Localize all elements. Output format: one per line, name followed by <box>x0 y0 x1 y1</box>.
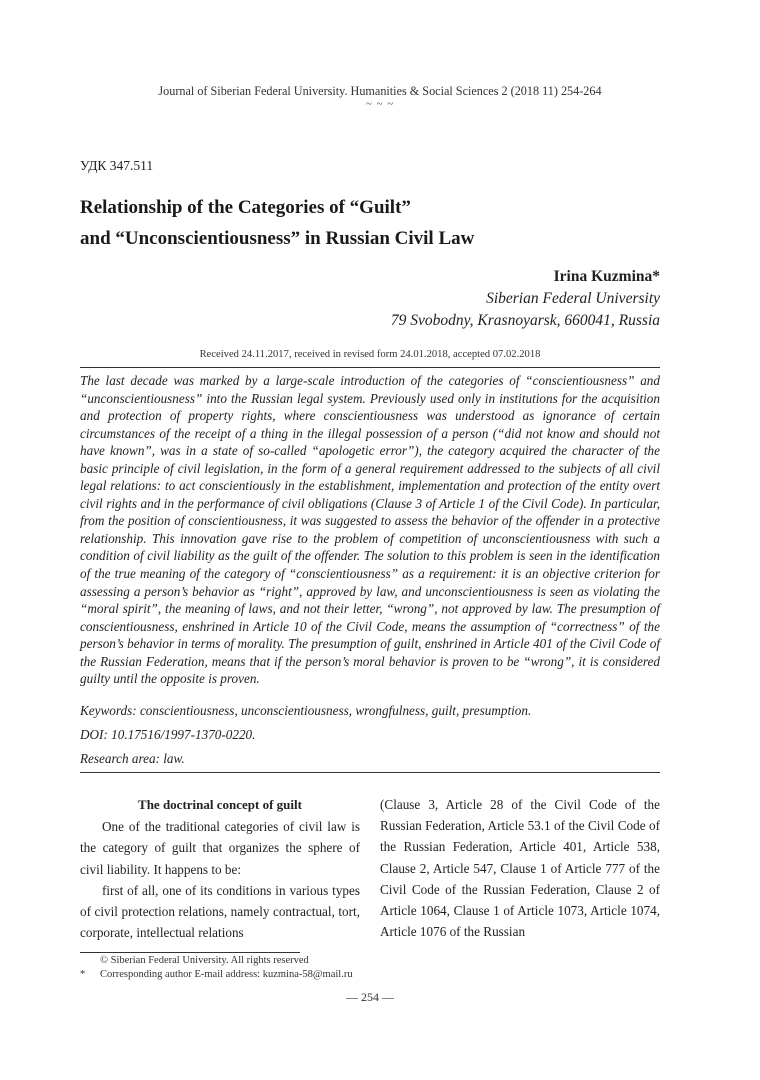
body-paragraph: first of all, one of its conditions in various types of civil protection relations, namely contractual, tort, corporate, intellectual relations <box>80 882 360 941</box>
footnote-rule <box>80 952 300 953</box>
abstract-top-rule <box>80 367 660 368</box>
author-name: Irina Kuzmina* <box>553 268 660 285</box>
body-right-column <box>380 794 660 942</box>
author-address: 79 Svobodny, Krasnoyarsk, 660041, Russia <box>390 312 660 329</box>
paper-title <box>80 192 680 254</box>
section-heading: The doctrinal concept of guilt <box>138 797 302 812</box>
body-left-column <box>80 794 360 943</box>
corresponding-text: Corresponding author E-mail address: kuzmina-58@mail.ru <box>100 969 353 980</box>
header-separator: ~ ~ ~ <box>365 98 395 110</box>
abstract-text: The last decade was marked by a large-scale introduction of the categories of “conscientiousness” and “unconscientiousness” into the Russian legal system. Previously used only in institutions for the acquisition and protection of property rights, where conscientiousness was understood as ignorance of certain circumstances of the receipt of a thing in the illegal possession of a person (“did not know and should not have known”, was in a state of so-called “apologetic error”), the category acquired the character of the basic principle of civil legislation, in the form of a general requirement addressed to the subjects of all civil legal relations: to act conscientiously in the establishment, implementation and protection of the entity overt civil rights and in the performance of civil obligations (Clause 3 of Article 1 of the Civil Code). In particular, from the position of conscientiousness, it was suggested to assess the behavior of the offender in a protective relationship. This innovation gave rise to the problem of competition of unconscientiousness with such a condition of civil liability as the guilt of the offender. The solution to this problem is seen in the identification of the true meaning of the category of “conscientiousness” as a requirement: it is an objective criterion for assessing a person’s behavior as “right”, approved by law, and unconscientiousness is seen as violating the “moral spirit”, the meaning of laws, and not their letter, “wrong”, not approved by law. The presumption of conscientiousness, enshrined in Article 10 of the Civil Code, means the assumption of “correctness” of the person’s behavior in terms of morality. The presumption of guilt, enshrined in Article 401 of the Civil Code of the Russian Federation, means that if the person’s moral behavior is proven to be “wrong”, it is considered guilty until the opposite is proven. <box>80 373 660 687</box>
doi: DOI: 10.17516/1997-1370-0220. <box>80 727 256 742</box>
research-area: Research area: law. <box>80 751 185 766</box>
body-paragraph: (Clause 3, Article 28 of the Civil Code of the Russian Federation, Article 53.1 of the Civil Code of the Russian Federation, Article 401, Article 538, Clause 2, Article 547, Clause 1 of Article 777 of the Civil Code of the Russian Federation, Clause 2 of Article 1064, Clause 1 of Article 1073, Article 1074, Article 1076 of the Russian <box>380 797 660 940</box>
body-paragraph: One of the traditional categories of civil law is the category of guilt that organizes the sphere of civil liability. It happens to be: <box>80 819 360 877</box>
journal-header: Journal of Siberian Federal University. Humanities & Social Sciences 2 (2018 11) 254-264 <box>158 84 602 98</box>
paper-title-line-1: Relationship of the Categories of “Guilt” <box>80 197 411 218</box>
keywords: Keywords: conscientiousness, unconscientiousness, wrongfulness, guilt, presumption. <box>80 703 532 718</box>
footnote-mark: * <box>80 969 86 980</box>
abstract-bottom-rule <box>80 772 660 773</box>
page-number: — 254 — <box>346 990 394 1004</box>
paper-title-line-2: and “Unconscientiousness” in Russian Civil Law <box>80 228 475 249</box>
footnote-corresponding <box>80 969 353 980</box>
author-block <box>391 266 660 332</box>
received-dates: Received 24.11.2017, received in revised form 24.01.2018, accepted 07.02.2018 <box>199 349 541 360</box>
udc-code: УДК 347.511 <box>80 158 154 173</box>
footnote-copyright <box>80 955 309 966</box>
author-affiliation: Siberian Federal University <box>486 290 660 307</box>
copyright-text: © Siberian Federal University. All rights reserved <box>100 955 309 966</box>
